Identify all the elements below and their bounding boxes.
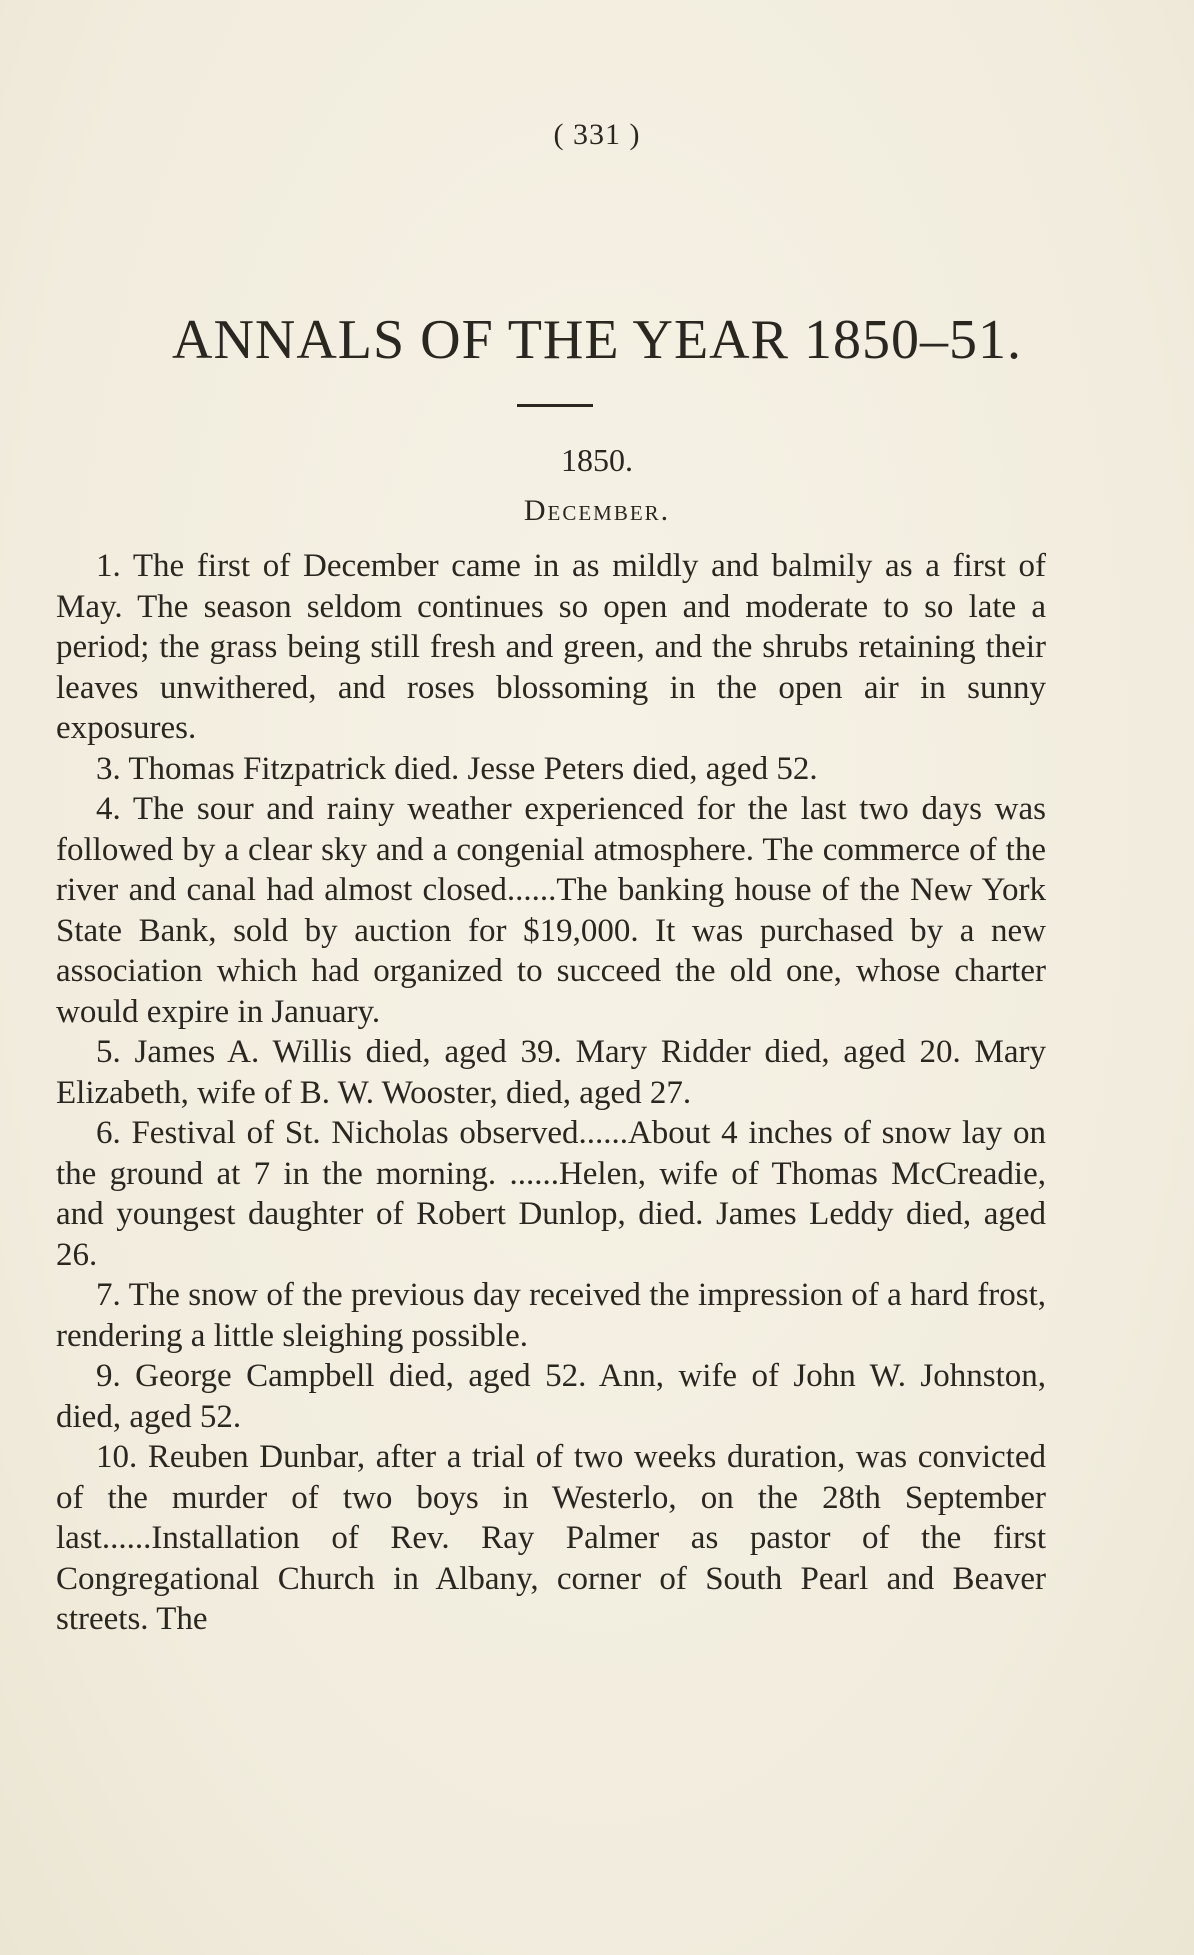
entry-dec-10: 10. Reuben Dunbar, after a trial of two weeks duration, was convicted of the murder of two boys in Westerlo, on the 28th September last......Installation of Rev. Ray Palmer as pastor of the first Congregational Church in Albany, corner of South Pearl and Beaver streets. The: [56, 1439, 1046, 1637]
entry-dec-7: 7. The snow of the previous day received the impression of a hard frost, rendering a little sleighing possible.: [56, 1277, 1046, 1354]
entry-dec-4: 4. The sour and rainy weather experienced for the last two days was followed by a clear sky and a congenial atmosphere. The commerce of the river and canal had almost closed......The banking house of the New York State Bank, sold by auction for $19,000. It was purchased by a new association which had organized to succeed the old one, whose charter would expire in January.: [56, 791, 1046, 1030]
year-heading: 1850.: [561, 442, 633, 478]
page-title: ANNALS OF THE YEAR 1850–51.: [172, 309, 1022, 371]
entry-dec-6: 6. Festival of St. Nicholas observed......About 4 inches of snow lay on the ground at 7 in the morning. ......Helen, wife of Thomas McCreadie, and youngest daughter of Robert Dunlop, died. James Leddy died, aged 26.: [56, 1115, 1046, 1273]
entry-dec-1: 1. The first of December came in as mildly and balmily as a first of May. The season seldom continues so open and moderate to so late a period; the grass being still fresh and green, and the shrubs retaining their leaves unwithered, and roses blossoming in the open air in sunny exposures.: [56, 548, 1046, 746]
entry-dec-3: 3. Thomas Fitzpatrick died. Jesse Peters died, aged 52.: [96, 750, 818, 787]
page-number: ( 331 ): [553, 118, 641, 151]
title-divider: [517, 404, 593, 407]
month-heading: December.: [523, 494, 671, 527]
annals-body: [56, 546, 1046, 1640]
entry-dec-5: 5. James A. Willis died, aged 39. Mary Ridder died, aged 20. Mary Elizabeth, wife of B. W. Wooster, died, aged 27.: [56, 1034, 1046, 1111]
entry-dec-9: 9. George Campbell died, aged 52. Ann, wife of John W. Johnston, died, aged 52.: [56, 1358, 1046, 1435]
